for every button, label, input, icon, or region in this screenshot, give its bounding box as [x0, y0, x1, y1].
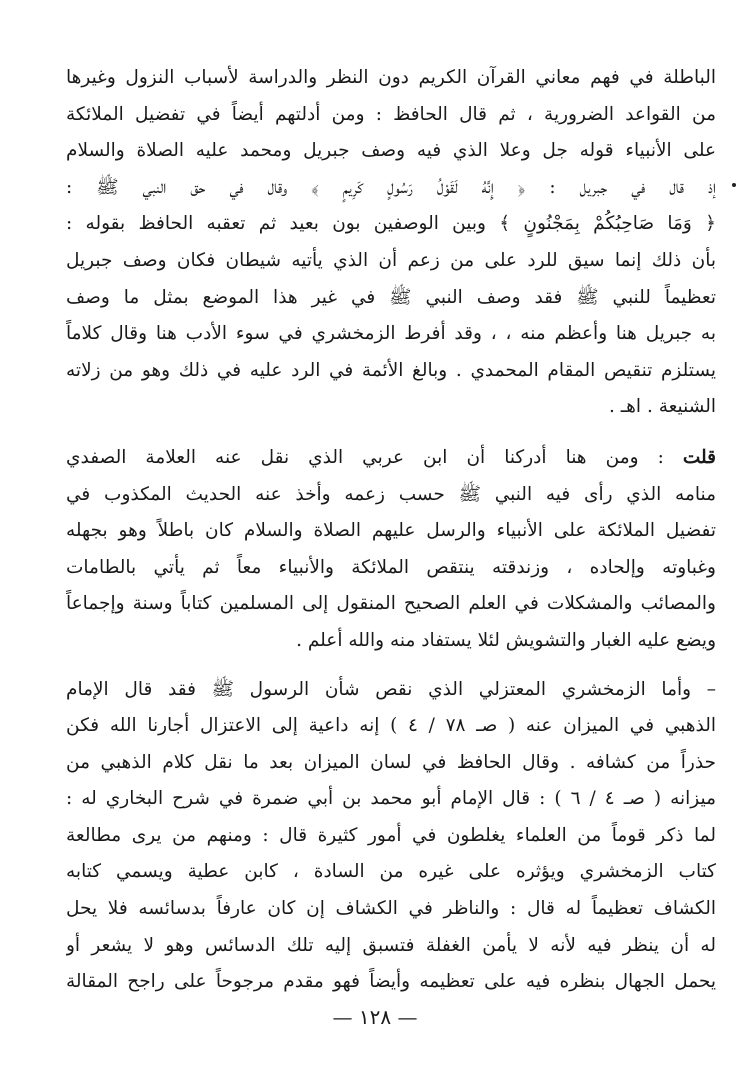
text-line: بأن ذلك إنما سيق للرد على من زعم أن الذي يأتيه شيطان فكان وصف جبريل — [66, 249, 716, 271]
text-line: ويضع عليه الغبار والتشويش لئلا يستفاد منه والله أعلم . — [296, 629, 716, 651]
paragraph-2 — [66, 440, 716, 660]
margin-dot-marker — [732, 183, 736, 187]
text-line: والمصائب والمشكلات في العلم الصحيح المنقول إلى المسلمين كتاباً وسنة وإجماعاً — [66, 593, 716, 615]
text-line: على الأنبياء قوله جل وعلا الذي فيه وصف جبريل ومحمد عليه الصلاة والسلام — [66, 140, 716, 162]
text-line: تعظيماً للنبي ﷺ فقد وصف النبي ﷺ في غير هذا الموضع بمثل ما وصف — [66, 286, 716, 308]
text-line: له أن ينظر فيه لأنه لا يأمن الغفلة فتسبق إليه تلك الدسائس وهو لا يشعر أو — [66, 934, 716, 956]
paragraph-gap — [66, 426, 716, 440]
text-line: – وأما الزمخشري المعتزلي الذي نقص شأن الرسول ﷺ فقد قال الإمام — [66, 678, 716, 700]
text-line: الباطلة في فهم معاني القرآن الكريم دون النظر والدراسة لأسباب النزول وغيرها — [66, 67, 716, 88]
text-line: الشنيعة . اهـ . — [608, 396, 716, 418]
text-line: تفضيل الملائكة على الأنبياء والرسل عليهم الصلاة والسلام كان باطلاً وهو بجهله — [66, 520, 716, 542]
text-line: منامه الذي رأى فيه النبي ﷺ حسب زعمه وأخذ عنه الحديث المكذوب في — [66, 483, 716, 505]
text-line: به جبريل هنا وأعظم منه ، ، وقد أفرط الزمخشري في سوء الأدب هنا وقال كلاماً — [66, 323, 716, 345]
text-line: من القواعد الضرورية ، ثم قال الحافظ : ومن أدلتهم أيضاً في تفضيل الملائكة — [66, 103, 716, 125]
text-line — [66, 440, 716, 477]
text-line: ﴿ وَمَا صَاحِبُكُمْ بِمَجْنُونٍ ﴾ وبين الوصفين بون بعيد ثم تعقبه الحافظ بقوله : — [66, 213, 716, 235]
paragraph-1 — [66, 60, 716, 426]
text-line: الذهبي في الميزان عنه ( صـ ٧٨ / ٤ ) إنه داعية إلى الاعتزال أجارنا الله فكن — [66, 715, 716, 737]
text-line: الكشاف تعظيماً له قال : والناظر في الكشاف إن كان عارفاً بدسائسه فلا يحل — [66, 898, 716, 920]
page-number: — ١٢٨ — — [332, 1005, 418, 1029]
text-line: وغباوته وإلحاده ، وزندقته ينتقص الملائكة والأنبياء معاً ثم يأتي بالطامات — [66, 556, 716, 578]
text-line: ميزانه ( صـ ٤ / ٦ ) : قال الإمام أبو محمد بن أبي ضمرة في شرح البخاري له : — [66, 788, 716, 810]
lead-word: قلت — [682, 446, 716, 468]
text-line: لما ذكر قوماً من العلماء يغلطون في أمور كثيرة قال : ومنهم من يرى مطالعة — [66, 824, 716, 846]
paragraph-3 — [66, 672, 716, 1001]
text-line: حذراً من كشافه . وقال الحافظ في لسان الميزان بعد ما نقل كلام الذهبي من — [66, 751, 716, 773]
text-line: يحمل الجهال بنظره فيه على تعظيمه وأيضاً فهو مقدم مرجوحاً على راجح المقالة — [66, 971, 716, 993]
text-line: يستلزم تنقيص المقام المحمدي . وبالغ الأئمة في الرد عليه في ذلك وهو من زلاته — [66, 359, 716, 381]
document-page — [66, 60, 716, 1001]
text-line: إذ قال في جبريل : ﴿ إِنَّهُ لَقَوْلُ رَسُولٍ كَرِيمٍ ﴾ وقال في حق النبي ﷺ : — [66, 176, 716, 198]
text-line-rest: : ومن هنا أدركنا أن ابن عربي الذي نقل عنه العلامة الصفدي — [66, 446, 683, 468]
paragraph-gap — [66, 660, 716, 672]
text-line: كتاب الزمخشري ويؤثره على غيره من السادة ، كابن عطية ويسمي كتابه — [66, 861, 716, 883]
